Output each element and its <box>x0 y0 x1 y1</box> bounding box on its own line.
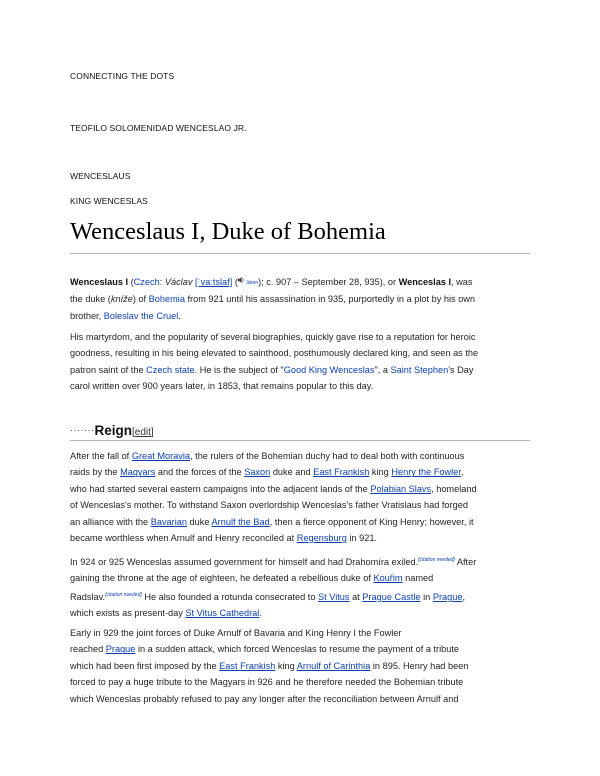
link-listen[interactable]: listen <box>246 280 259 286</box>
header-line-king: KING WENCESLAS <box>70 196 148 206</box>
link-great-moravia[interactable]: Great Moravia <box>131 451 191 461</box>
reign-paragraph-3: Early in 929 the joint forces of Duke Arnulf of Bavaria and King Henry I the Fowler reached Prague in a sudden attack, which forced Wenceslas to resume the payment of a tribute which had been first imposed by the East Frankish king Arnulf of Carinthia in 895. Henry had been forced to pay a huge tribute to the Magyars in 926 and he therefore needed the Bohemian tribute which Wenceslas probably refused to pay any longer after the reconciliation between Arnulf and <box>70 628 469 704</box>
link-polabian-slavs[interactable]: Polabian Slavs <box>370 483 432 494</box>
link-henry-the-fowler[interactable]: Henry the Fowler <box>391 467 461 478</box>
link-east-frankish[interactable]: East Frankish <box>313 467 370 478</box>
section-divider <box>70 440 530 441</box>
bold-wenceslas: Wenceslas I <box>398 277 452 287</box>
link-prague[interactable]: Prague <box>432 591 463 602</box>
link-czech[interactable]: Czech <box>133 277 160 287</box>
reign-paragraph-2: In 924 or 925 Wenceslas assumed government for himself and had Drahomíra exiled.[citation needed] After gaining the throne at the age of eighteen, he defeated a rebellious duke of Kouřim named Radslav.[citation needed] He also founded a rotunda consecrated to St Vitus at Prague Castle in Prague, which exists as present-day St Vitus Cathedral. <box>70 557 477 619</box>
header-line-wenceslaus: WENCESLAUS <box>70 171 131 181</box>
section-heading-reign: ·······Reign[edit] <box>70 423 154 438</box>
link-kourim[interactable]: Kouřim <box>373 573 403 584</box>
edit-link[interactable]: edit <box>134 427 151 438</box>
header-line-connecting: CONNECTING THE DOTS <box>70 71 175 81</box>
link-prague-castle[interactable]: Prague Castle <box>362 591 421 602</box>
italic-knize: kníže <box>110 294 133 305</box>
link-bohemia[interactable]: Bohemia <box>148 294 185 305</box>
link-arnulf-the-bad[interactable]: Arnulf the Bad <box>211 516 270 527</box>
link-arnulf-of-carinthia[interactable]: Arnulf of Carinthia <box>296 660 371 671</box>
legacy-paragraph: His martyrdom, and the popularity of several biographies, quickly gave rise to a reputation for heroic goodness, resulting in his being elevated to sainthood, posthumously declared king, and seen as the patron saint of the Czech state. He is the subject of "Good King Wenceslas", a Saint Stephen's Day carol written over 900 years later, in 1853, that remains popular to this day. <box>70 332 479 392</box>
link-east-frankish-2[interactable]: East Frankish <box>219 660 276 671</box>
link-magyars[interactable]: Magyars <box>120 467 156 478</box>
link-st-vitus-cathedral[interactable]: St Vitus Cathedral <box>185 608 260 619</box>
section-title: Reign <box>94 423 132 438</box>
link-saint-stephen[interactable]: Saint Stephen <box>390 364 449 375</box>
citation-needed-2[interactable]: [citation needed] <box>105 591 142 598</box>
link-good-king-wenceslas[interactable]: Good King Wenceslas <box>283 364 375 375</box>
italic-vaclav: Václav <box>164 277 193 287</box>
heading-dots: ······· <box>70 425 95 435</box>
title-divider <box>70 253 530 254</box>
link-saxon[interactable]: Saxon <box>244 467 271 478</box>
link-st-vitus[interactable]: St Vitus <box>318 591 350 602</box>
speaker-icon[interactable] <box>238 277 244 283</box>
link-boleslav[interactable]: Boleslav the Cruel <box>103 310 179 321</box>
link-regensburg[interactable]: Regensburg <box>296 533 347 544</box>
link-ipa[interactable]: [ˈvaːtslaf] <box>194 277 233 287</box>
article-title: Wenceslaus I, Duke of Bohemia <box>70 218 386 245</box>
citation-needed-1[interactable]: [citation needed] <box>418 557 455 563</box>
link-prague-2[interactable]: Prague <box>105 644 136 655</box>
bold-wenceslaus: Wenceslaus I <box>70 277 129 287</box>
header-line-author: TEOFILO SOLOMENIDAD WENCESLAO JR. <box>70 123 247 133</box>
link-bavarian[interactable]: Bavarian <box>150 516 187 527</box>
link-czech-state[interactable]: Czech state <box>146 364 195 375</box>
intro-paragraph: Wenceslaus I (Czech: Václav [ˈvaːtslaf] ( listen); c. 907 – September 28, 935), or Wenceslas I, was the duke (kníže) of Bohemia from 921 until his assassination in 935, purportedly in a plot by his own brother, Boleslav the Cruel. <box>70 277 476 321</box>
reign-paragraph-1: After the fall of Great Moravia, the rulers of the Bohemian duchy had to deal both with continuous raids by the Magyars and the forces of the Saxon duke and East Frankish king Henry the Fowler, who had started several eastern campaigns into the adjacent lands of the Polabian Slavs, homeland of Wenceslas's mother. To withstand Saxon overlordship Wenceslas's father Vratislaus had forged an alliance with the Bavarian duke Arnulf the Bad, then a fierce opponent of King Henry; however, it became worthless when Arnulf and Henry reconciled at Regensburg in 921. <box>70 451 477 544</box>
